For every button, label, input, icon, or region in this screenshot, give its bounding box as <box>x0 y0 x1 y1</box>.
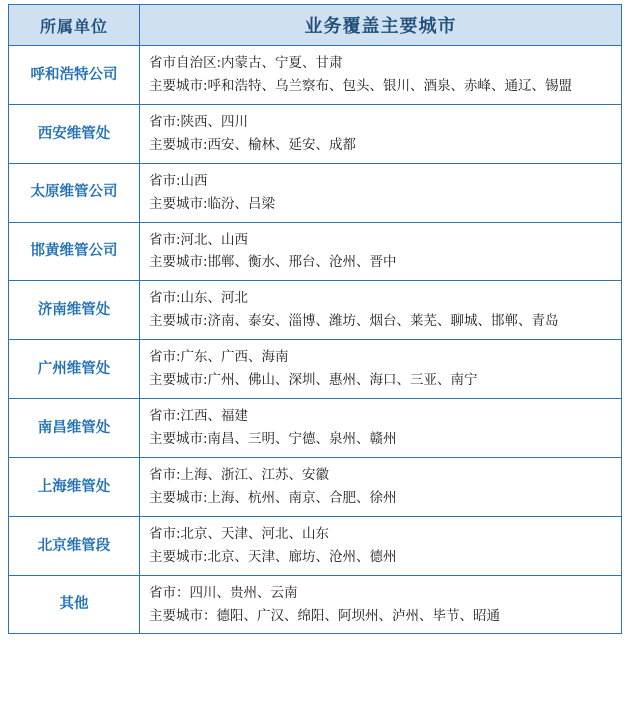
coverage-cell <box>140 457 622 516</box>
table-row <box>9 163 622 222</box>
unit-name: 邯黄维管公司 <box>9 222 140 281</box>
coverage-cell <box>140 575 622 634</box>
cities-line: 主要城市:北京、天津、廊坊、沧州、德州 <box>149 548 397 565</box>
provinces-line: 省市:山西 <box>149 172 208 189</box>
provinces-line: 省市:广东、广西、海南 <box>149 349 289 366</box>
provinces-line: 省市:河北、山西 <box>149 231 249 248</box>
cities-line: 主要城市:临汾、吕梁 <box>149 195 276 212</box>
unit-name: 北京维管段 <box>9 516 140 575</box>
coverage-cell <box>140 46 622 105</box>
coverage-cell <box>140 104 622 163</box>
cities-line: 主要城市:呼和浩特、乌兰察布、包头、银川、酒泉、赤峰、通辽、锡盟 <box>149 77 573 94</box>
table-header <box>9 5 622 46</box>
coverage-cell <box>140 516 622 575</box>
provinces-line: 省市:上海、浙江、江苏、安徽 <box>149 466 330 483</box>
table-row <box>9 222 622 281</box>
provinces-line: 省市:山东、河北 <box>149 290 249 307</box>
cities-line: 主要城市:南昌、三明、宁德、泉州、赣州 <box>149 430 397 447</box>
table-header-row <box>9 5 622 46</box>
cities-line: 主要城市:广州、佛山、深圳、惠州、海口、三亚、南宁 <box>149 372 478 389</box>
coverage-cell <box>140 340 622 399</box>
cities-line: 主要城市:济南、泰安、淄博、潍坊、烟台、莱芜、聊城、邯郸、青岛 <box>149 313 559 330</box>
unit-name: 南昌维管处 <box>9 399 140 458</box>
table-row <box>9 516 622 575</box>
unit-name: 广州维管处 <box>9 340 140 399</box>
cities-line: 主要城市:上海、杭州、南京、合肥、徐州 <box>149 489 397 506</box>
column-header-unit: 所属单位 <box>9 5 140 46</box>
table-row <box>9 281 622 340</box>
coverage-cell <box>140 399 622 458</box>
coverage-cell <box>140 222 622 281</box>
coverage-table <box>8 4 622 634</box>
unit-name: 其他 <box>9 575 140 634</box>
coverage-cell <box>140 281 622 340</box>
table-row <box>9 104 622 163</box>
cities-line: 主要城市:邯郸、衡水、邢台、沧州、晋中 <box>149 254 397 271</box>
table-row <box>9 399 622 458</box>
table-row <box>9 46 622 105</box>
provinces-line: 省市:北京、天津、河北、山东 <box>149 525 330 542</box>
column-header-cities: 业务覆盖主要城市 <box>140 5 622 46</box>
unit-name: 太原维管公司 <box>9 163 140 222</box>
unit-name: 上海维管处 <box>9 457 140 516</box>
cities-line: 主要城市:西安、榆林、延安、成都 <box>149 136 357 153</box>
table-row <box>9 340 622 399</box>
table-row <box>9 575 622 634</box>
table-row <box>9 457 622 516</box>
provinces-line: 省市自治区:内蒙古、宁夏、甘肃 <box>149 55 343 71</box>
coverage-cell <box>140 163 622 222</box>
provinces-line: 省市:陕西、四川 <box>149 113 249 130</box>
provinces-line: 省市：四川、贵州、云南 <box>149 584 298 601</box>
unit-name: 西安维管处 <box>9 104 140 163</box>
provinces-line: 省市:江西、福建 <box>149 408 249 425</box>
unit-name: 济南维管处 <box>9 281 140 340</box>
table-body <box>9 46 622 634</box>
unit-name: 呼和浩特公司 <box>9 46 140 105</box>
cities-line: 主要城市：德阳、广汉、绵阳、阿坝州、泸州、毕节、昭通 <box>149 607 500 624</box>
